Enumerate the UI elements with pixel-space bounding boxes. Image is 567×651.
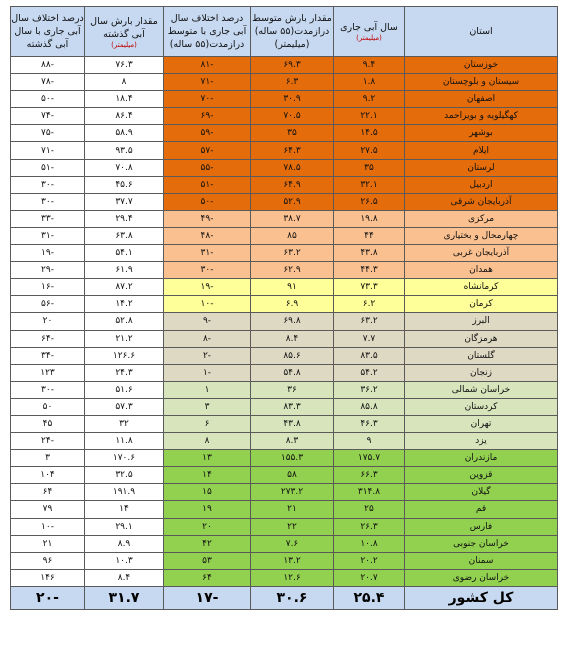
table-row	[11, 484, 558, 501]
cell-diff-longterm: ۱۴	[164, 467, 251, 484]
cell-diff-longterm: -۵۹	[164, 125, 251, 142]
cell-province: مرکزی	[405, 210, 558, 227]
cell-current-year: ۴۳.۸	[334, 245, 405, 262]
cell-diff-last-year: -۱۰	[11, 518, 85, 535]
cell-longterm-avg: ۴۳.۸	[251, 415, 334, 432]
cell-diff-longterm: -۳۰	[164, 262, 251, 279]
cell-current-year: ۸۵.۸	[334, 398, 405, 415]
table-row	[11, 227, 558, 244]
cell-province: قم	[405, 501, 558, 518]
cell-diff-longterm: -۶۹	[164, 108, 251, 125]
total-last: ۳۱.۷	[85, 586, 164, 609]
cell-province: سمنان	[405, 552, 558, 569]
cell-current-year: ۷۳.۳	[334, 279, 405, 296]
cell-province: لرستان	[405, 159, 558, 176]
cell-diff-longterm: -۵۵	[164, 159, 251, 176]
cell-longterm-avg: ۸۵.۶	[251, 347, 334, 364]
cell-province: بوشهر	[405, 125, 558, 142]
cell-current-year: ۱۹.۸	[334, 210, 405, 227]
cell-longterm-avg: ۵۸	[251, 467, 334, 484]
cell-province: آذربایجان شرقی	[405, 193, 558, 210]
table-row	[11, 433, 558, 450]
cell-longterm-avg: ۶.۳	[251, 74, 334, 91]
cell-diff-longterm: -۵۰	[164, 193, 251, 210]
table-row	[11, 142, 558, 159]
cell-province: خراسان شمالی	[405, 381, 558, 398]
cell-diff-longterm: ۸	[164, 433, 251, 450]
header-last-year: مقدار بارش سال آبی گذشته (میلیمتر)	[85, 7, 164, 57]
table-row	[11, 552, 558, 569]
cell-current-year: ۲۷.۵	[334, 142, 405, 159]
cell-last-year: ۲۱.۲	[85, 330, 164, 347]
cell-last-year: ۲۹.۴	[85, 210, 164, 227]
cell-diff-last-year: -۷۱	[11, 142, 85, 159]
cell-diff-longterm: -۵۷	[164, 142, 251, 159]
precipitation-table-wrapper	[10, 6, 557, 610]
cell-diff-longterm: ۵۳	[164, 552, 251, 569]
cell-diff-last-year: -۸۸	[11, 57, 85, 74]
cell-province: کرمانشاه	[405, 279, 558, 296]
cell-longterm-avg: ۱۵۵.۳	[251, 450, 334, 467]
cell-last-year: ۳۷.۷	[85, 193, 164, 210]
cell-current-year: ۲۵	[334, 501, 405, 518]
cell-diff-longterm: -۲	[164, 347, 251, 364]
cell-diff-longterm: -۴۹	[164, 210, 251, 227]
table-row	[11, 262, 558, 279]
cell-last-year: ۱۴	[85, 501, 164, 518]
cell-last-year: ۱۰.۳	[85, 552, 164, 569]
cell-diff-longterm: -۷۰	[164, 91, 251, 108]
cell-current-year: ۳۲.۱	[334, 176, 405, 193]
cell-province: کهگیلویه و بویراحمد	[405, 108, 558, 125]
cell-province: قزوین	[405, 467, 558, 484]
header-diff-last-year: درصد اختلاف سال آبی جاری با سال آبی گذشته	[11, 7, 85, 57]
cell-province: کرمان	[405, 296, 558, 313]
cell-diff-longterm: -۸	[164, 330, 251, 347]
cell-diff-longterm: -۵۱	[164, 176, 251, 193]
cell-province: چهارمحال و بختیاری	[405, 227, 558, 244]
cell-longterm-avg: ۸.۳	[251, 433, 334, 450]
cell-last-year: ۱۷۰.۶	[85, 450, 164, 467]
cell-diff-longterm: -۳۱	[164, 245, 251, 262]
cell-diff-last-year: -۳۴	[11, 347, 85, 364]
cell-current-year: ۲۶.۳	[334, 518, 405, 535]
cell-diff-last-year: -۱۶	[11, 279, 85, 296]
cell-province: اردبیل	[405, 176, 558, 193]
table-row	[11, 159, 558, 176]
cell-current-year: ۶.۲	[334, 296, 405, 313]
cell-diff-last-year: -۲۹	[11, 262, 85, 279]
total-diff-avg: -۱۷	[164, 586, 251, 609]
cell-diff-longterm: ۲۰	[164, 518, 251, 535]
table-row	[11, 450, 558, 467]
table-row	[11, 313, 558, 330]
cell-diff-last-year: -۷۸	[11, 74, 85, 91]
cell-diff-longterm: ۱	[164, 381, 251, 398]
cell-diff-last-year: -۵۱	[11, 159, 85, 176]
cell-current-year: ۳۶.۲	[334, 381, 405, 398]
cell-diff-last-year: ۱۰۴	[11, 467, 85, 484]
cell-longterm-avg: ۷۰.۵	[251, 108, 334, 125]
cell-province: خراسان رضوی	[405, 569, 558, 586]
cell-last-year: ۱۲۶.۶	[85, 347, 164, 364]
cell-province: ایلام	[405, 142, 558, 159]
cell-longterm-avg: ۳۵	[251, 125, 334, 142]
cell-diff-last-year: -۲۴	[11, 433, 85, 450]
cell-diff-longterm: ۳	[164, 398, 251, 415]
cell-diff-longterm: -۷۱	[164, 74, 251, 91]
cell-province: خراسان جنوبی	[405, 535, 558, 552]
cell-diff-last-year: -۳۰	[11, 176, 85, 193]
table-row	[11, 108, 558, 125]
cell-current-year: ۲۰.۲	[334, 552, 405, 569]
cell-last-year: ۱۴.۲	[85, 296, 164, 313]
cell-diff-last-year: ۳	[11, 450, 85, 467]
cell-last-year: ۸۷.۲	[85, 279, 164, 296]
cell-current-year: ۹.۴	[334, 57, 405, 74]
cell-last-year: ۵۸.۹	[85, 125, 164, 142]
cell-diff-last-year: -۳۰	[11, 381, 85, 398]
table-body	[11, 57, 558, 587]
cell-longterm-avg: ۶.۹	[251, 296, 334, 313]
cell-diff-last-year: -۵۰	[11, 91, 85, 108]
cell-province: زنجان	[405, 364, 558, 381]
cell-current-year: ۴۴.۳	[334, 262, 405, 279]
cell-longterm-avg: ۶۳.۲	[251, 245, 334, 262]
cell-last-year: ۸۶.۴	[85, 108, 164, 125]
cell-current-year: ۹.۲	[334, 91, 405, 108]
cell-current-year: ۵۴.۲	[334, 364, 405, 381]
cell-last-year: ۳۲.۵	[85, 467, 164, 484]
table-row	[11, 57, 558, 74]
cell-diff-longterm: ۱۹	[164, 501, 251, 518]
cell-diff-longterm: -۸۱	[164, 57, 251, 74]
cell-diff-last-year: ۲۰	[11, 313, 85, 330]
cell-diff-longterm: -۱	[164, 364, 251, 381]
cell-current-year: ۲۰.۷	[334, 569, 405, 586]
cell-diff-longterm: -۱۰	[164, 296, 251, 313]
table-row	[11, 518, 558, 535]
table-row	[11, 176, 558, 193]
table-row	[11, 415, 558, 432]
cell-province: فارس	[405, 518, 558, 535]
table-row	[11, 74, 558, 91]
cell-current-year: ۱.۸	[334, 74, 405, 91]
cell-province: کردستان	[405, 398, 558, 415]
cell-last-year: ۸	[85, 74, 164, 91]
cell-province: خوزستان	[405, 57, 558, 74]
cell-longterm-avg: ۸.۴	[251, 330, 334, 347]
cell-diff-last-year: -۳۳	[11, 210, 85, 227]
cell-current-year: ۳۱۴.۸	[334, 484, 405, 501]
cell-current-year: ۱۴.۵	[334, 125, 405, 142]
cell-last-year: ۴۵.۶	[85, 176, 164, 193]
cell-last-year: ۱۹۱.۹	[85, 484, 164, 501]
cell-current-year: ۴۴	[334, 227, 405, 244]
cell-current-year: ۲۶.۵	[334, 193, 405, 210]
table-row	[11, 569, 558, 586]
table-row	[11, 501, 558, 518]
cell-last-year: ۳۲	[85, 415, 164, 432]
cell-province: تهران	[405, 415, 558, 432]
cell-province: اصفهان	[405, 91, 558, 108]
cell-current-year: ۶۳.۲	[334, 313, 405, 330]
cell-longterm-avg: ۸۵	[251, 227, 334, 244]
cell-longterm-avg: ۳۰.۹	[251, 91, 334, 108]
total-label: کل کشور	[405, 586, 558, 609]
cell-current-year: ۹	[334, 433, 405, 450]
cell-current-year: ۱۰.۸	[334, 535, 405, 552]
cell-longterm-avg: ۹۱	[251, 279, 334, 296]
cell-last-year: ۸.۴	[85, 569, 164, 586]
cell-longterm-avg: ۷.۶	[251, 535, 334, 552]
table-row	[11, 91, 558, 108]
table-row	[11, 467, 558, 484]
cell-diff-last-year: -۷۵	[11, 125, 85, 142]
cell-longterm-avg: ۶۴.۳	[251, 142, 334, 159]
cell-diff-longterm: -۱۹	[164, 279, 251, 296]
cell-province: یزد	[405, 433, 558, 450]
cell-last-year: ۸.۹	[85, 535, 164, 552]
table-row	[11, 330, 558, 347]
cell-current-year: ۱۷۵.۷	[334, 450, 405, 467]
cell-longterm-avg: ۸۳.۳	[251, 398, 334, 415]
cell-province: همدان	[405, 262, 558, 279]
cell-diff-last-year: -۷۴	[11, 108, 85, 125]
cell-last-year: ۵۷.۳	[85, 398, 164, 415]
cell-province: هرمزگان	[405, 330, 558, 347]
cell-last-year: ۱۱.۸	[85, 433, 164, 450]
cell-diff-last-year: -۳۰	[11, 193, 85, 210]
cell-province: مازندران	[405, 450, 558, 467]
cell-current-year: ۳۵	[334, 159, 405, 176]
table-row	[11, 398, 558, 415]
cell-longterm-avg: ۱۳.۲	[251, 552, 334, 569]
cell-current-year: ۸۳.۵	[334, 347, 405, 364]
cell-current-year: ۶۶.۳	[334, 467, 405, 484]
header-current-year: سال آبی جاری (میلیمتر)	[334, 7, 405, 57]
cell-diff-last-year: ۶۴	[11, 484, 85, 501]
total-avg: ۳۰.۶	[251, 586, 334, 609]
cell-last-year: ۶۳.۸	[85, 227, 164, 244]
cell-diff-longterm: ۱۵	[164, 484, 251, 501]
header-current-year-unit: (میلیمتر)	[356, 34, 382, 42]
cell-current-year: ۲۲.۱	[334, 108, 405, 125]
cell-province: البرز	[405, 313, 558, 330]
table-row	[11, 245, 558, 262]
table-row	[11, 125, 558, 142]
table-row	[11, 364, 558, 381]
cell-diff-last-year: ۷۹	[11, 501, 85, 518]
total-diff-last: -۲۰	[11, 586, 85, 609]
cell-diff-longterm: ۴۲	[164, 535, 251, 552]
cell-diff-last-year: ۴۵	[11, 415, 85, 432]
cell-province: آذربایجان غربی	[405, 245, 558, 262]
table-row	[11, 193, 558, 210]
precipitation-table	[10, 6, 558, 610]
cell-diff-last-year: -۳۱	[11, 227, 85, 244]
cell-last-year: ۲۹.۱	[85, 518, 164, 535]
table-row	[11, 347, 558, 364]
cell-last-year: ۹۳.۵	[85, 142, 164, 159]
cell-diff-last-year: -۶۴	[11, 330, 85, 347]
cell-last-year: ۶۱.۹	[85, 262, 164, 279]
cell-diff-last-year: ۹۶	[11, 552, 85, 569]
cell-diff-last-year: ۵۰	[11, 398, 85, 415]
total-current: ۲۵.۴	[334, 586, 405, 609]
cell-longterm-avg: ۶۴.۹	[251, 176, 334, 193]
cell-last-year: ۵۲.۸	[85, 313, 164, 330]
cell-longterm-avg: ۳۶	[251, 381, 334, 398]
table-row	[11, 296, 558, 313]
cell-longterm-avg: ۲۷۳.۲	[251, 484, 334, 501]
total-row	[11, 586, 558, 609]
cell-longterm-avg: ۷۸.۵	[251, 159, 334, 176]
cell-diff-longterm: -۴۸	[164, 227, 251, 244]
table-row	[11, 210, 558, 227]
header-row	[11, 7, 558, 57]
cell-last-year: ۱۸.۴	[85, 91, 164, 108]
header-diff-longterm: درصد اختلاف سال آبی جاری با متوسط درازمدت(۵۵ ساله)	[164, 7, 251, 57]
cell-diff-longterm: ۶	[164, 415, 251, 432]
cell-current-year: ۷.۷	[334, 330, 405, 347]
cell-diff-last-year: ۱۲۳	[11, 364, 85, 381]
table-row	[11, 535, 558, 552]
header-longterm-avg: مقدار بارش متوسط درازمدت(۵۵ ساله) (میلیمتر)	[251, 7, 334, 57]
cell-diff-longterm: -۹	[164, 313, 251, 330]
cell-longterm-avg: ۲۲	[251, 518, 334, 535]
cell-longterm-avg: ۶۹.۳	[251, 57, 334, 74]
header-last-year-unit: (میلیمتر)	[111, 40, 137, 49]
cell-diff-last-year: -۱۹	[11, 245, 85, 262]
header-province: استان	[405, 7, 558, 57]
cell-diff-longterm: ۶۴	[164, 569, 251, 586]
cell-diff-last-year: ۲۱	[11, 535, 85, 552]
cell-province: گیلان	[405, 484, 558, 501]
cell-last-year: ۵۴.۱	[85, 245, 164, 262]
cell-last-year: ۵۱.۶	[85, 381, 164, 398]
cell-longterm-avg: ۶۹.۸	[251, 313, 334, 330]
cell-current-year: ۴۶.۳	[334, 415, 405, 432]
cell-last-year: ۲۴.۳	[85, 364, 164, 381]
cell-province: سیستان و بلوچستان	[405, 74, 558, 91]
cell-province: گلستان	[405, 347, 558, 364]
cell-longterm-avg: ۲۱	[251, 501, 334, 518]
table-row	[11, 381, 558, 398]
table-row	[11, 279, 558, 296]
cell-diff-last-year: ۱۴۶	[11, 569, 85, 586]
cell-longterm-avg: ۶۲.۹	[251, 262, 334, 279]
cell-last-year: ۷۶.۳	[85, 57, 164, 74]
cell-longterm-avg: ۵۴.۸	[251, 364, 334, 381]
cell-longterm-avg: ۵۲.۹	[251, 193, 334, 210]
cell-longterm-avg: ۱۲.۶	[251, 569, 334, 586]
cell-longterm-avg: ۳۸.۷	[251, 210, 334, 227]
cell-diff-longterm: ۱۳	[164, 450, 251, 467]
cell-diff-last-year: -۵۶	[11, 296, 85, 313]
cell-last-year: ۷۰.۸	[85, 159, 164, 176]
